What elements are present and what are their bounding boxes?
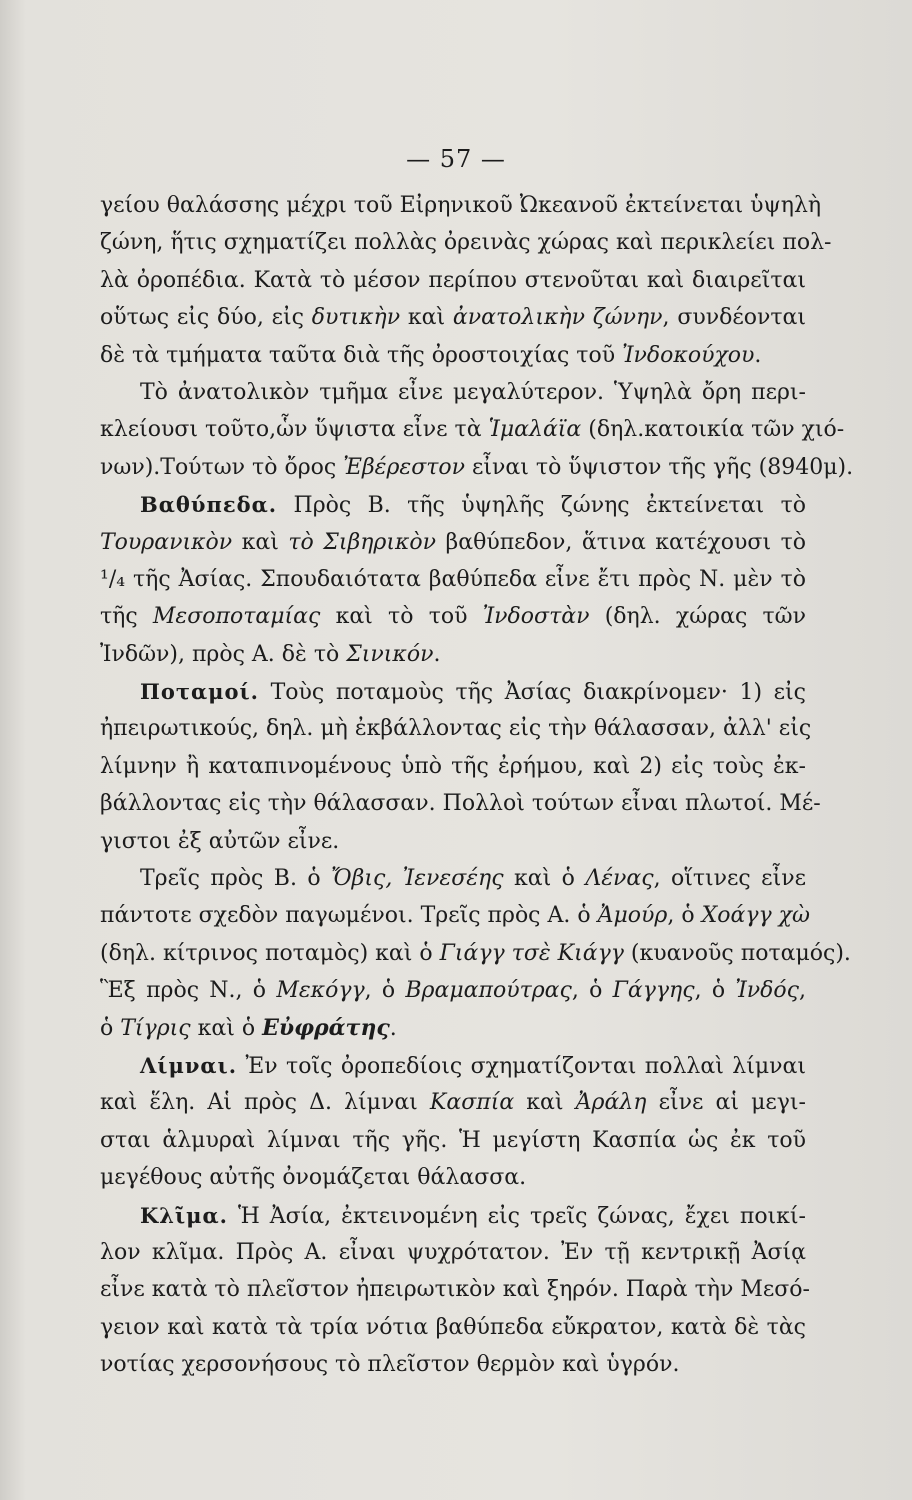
text-line: πάντοτε σχεδὸν παγωμένοι. Τρεῖς πρὸς Α. ὁ Ἀμούρ, ὁ Χοάγγ χὼ (100, 903, 810, 929)
text-line: Ἓξ πρὸς Ν., ὁ Μεκόγγ, ὁ Βραμαπούτρας, ὁ Γάγγης, ὁ Ἰνδός, (100, 978, 806, 1004)
text-line: ὁ Τίγρις καὶ ὁ Εὐφράτης. (100, 1014, 397, 1041)
text-line: Τρεῖς πρὸς Β. ὁ Ὄβις, Ἰενεσέης καὶ ὁ Λένας, οἵτινες εἶνε (140, 866, 806, 892)
text-line: νων).Τούτων τὸ ὄρος Ἐβέρεστον εἶναι τὸ ὕψιστον τῆς γῆς (8940μ). (100, 454, 854, 480)
page-text (100, 187, 854, 1384)
text-line: ἠπειρωτικούς, δηλ. μὴ ἐκβάλλοντας εἰς τὴν θάλασσαν, ἀλλ' εἰς (100, 716, 812, 742)
text-line: οὕτως εἰς δύο, εἰς δυτικὴν καὶ ἀνατολικὴν ζώνην, συνδέονται (100, 305, 806, 331)
text-line: Βαθύπεδα. Πρὸς Β. τῆς ὑψηλῆς ζώνης ἐκτείνεται τὸ (140, 492, 806, 519)
text-line: μεγέθους αὐτῆς ὀνομάζεται θάλασσα. (100, 1165, 527, 1191)
text-line: ¹/₄ τῆς Ἀσίας. Σπουδαιότατα βαθύπεδα εἶνε ἔτι πρὸς Ν. μὲν τὸ (100, 566, 806, 592)
section-heading: Βαθύπεδα. (140, 492, 278, 518)
text-line: εἶνε κατὰ τὸ πλεῖστον ἠπειρωτικὸν καὶ ξηρόν. Παρὰ τὴν Μεσό- (100, 1277, 810, 1303)
text-line: Κλῖμα. Ἡ Ἀσία, ἐκτεινομένη εἰς τρεῖς ζώνας, ἔχει ποικί- (140, 1202, 806, 1229)
text-line: γείου θαλάσσης μέχρι τοῦ Εἰρηνικοῦ Ὠκεανοῦ ἐκτείνεται ὑψηλὴ (100, 193, 822, 218)
text-line: κλείουσι τοῦτο,ὧν ὕψιστα εἶνε τὰ Ἱμαλάϊα (δηλ.κατοικία τῶν χιό- (100, 417, 845, 443)
text-line: γιστοι ἐξ αὐτῶν εἶνε. (100, 828, 340, 854)
text-line: λὰ ὀροπέδια. Κατὰ τὸ μέσον περίπου στενοῦται καὶ διαιρεῖται (100, 267, 806, 293)
section-heading: Κλῖμα. (140, 1202, 228, 1228)
section-heading: Ποταμοί. (140, 679, 259, 705)
text-line: ζώνη, ἥτις σχηματίζει πολλὰς ὀρεινὰς χώρας καὶ περικλείει πολ- (100, 230, 832, 256)
text-line: Ἰνδῶν), πρὸς Α. δὲ τὸ Σινικόν. (100, 641, 441, 667)
text-line: δὲ τὰ τμήματα ταῦτα διὰ τῆς ὀροστοιχίας τοῦ Ἰνδοκούχου. (100, 342, 762, 368)
text-line: καὶ ἕλη. Αἱ πρὸς Δ. λίμναι Κασπία καὶ Ἀράλη εἶνε αἱ μεγι- (100, 1090, 806, 1116)
text-line: σται ἁλμυραὶ λίμναι τῆς γῆς. Ἡ μεγίστη Κασπία ὡς ἐκ τοῦ (100, 1127, 806, 1153)
text-line: (δηλ. κίτρινος ποταμὸς) καὶ ὁ Γιάγγ τσὲ Κιάγγ (κυανοῦς ποταμός). (100, 940, 851, 966)
section-heading: Λίμναι. (140, 1052, 238, 1078)
text-line: λον κλῖμα. Πρὸς Α. εἶναι ψυχρότατον. Ἐν τῇ κεντρικῇ Ἀσίᾳ (100, 1239, 806, 1265)
text-line: Λίμναι. Ἐν τοῖς ὀροπεδίοις σχηματίζονται πολλαὶ λίμναι (140, 1052, 806, 1079)
text-line: Τουρανικὸν καὶ τὸ Σιβηρικὸν βαθύπεδον, ἅτινα κατέχουσι τὸ (100, 529, 806, 555)
text-line: γειον καὶ κατὰ τὰ τρία νότια βαθύπεδα εὔκρατον, κατὰ δὲ τὰς (100, 1314, 806, 1340)
text-line: λίμνην ἢ καταπινομένους ὑπὸ τῆς ἐρήμου, καὶ 2) εἰς τοὺς ἐκ- (100, 753, 806, 779)
text-line: Τὸ ἀνατολικὸν τμῆμα εἶνε μεγαλύτερον. Ὑψηλὰ ὄρη περι- (140, 379, 806, 405)
text-line: τῆς Μεσοποταμίας καὶ τὸ τοῦ Ἰνδοστὰν (δηλ. χώρας τῶν (100, 604, 806, 630)
text-line: νοτίας χερσονήσους τὸ πλεῖστον θερμὸν καὶ ὑγρόν. (100, 1352, 680, 1378)
page-number: — 57 — (406, 145, 506, 173)
text-line: Ποταμοί. Τοὺς ποταμοὺς τῆς Ἀσίας διακρίνομεν· 1) εἰς (140, 679, 806, 706)
text-line: βάλλοντας εἰς τὴν θάλασσαν. Πολλοὶ τούτων εἶναι πλωτοί. Μέ- (100, 791, 821, 817)
